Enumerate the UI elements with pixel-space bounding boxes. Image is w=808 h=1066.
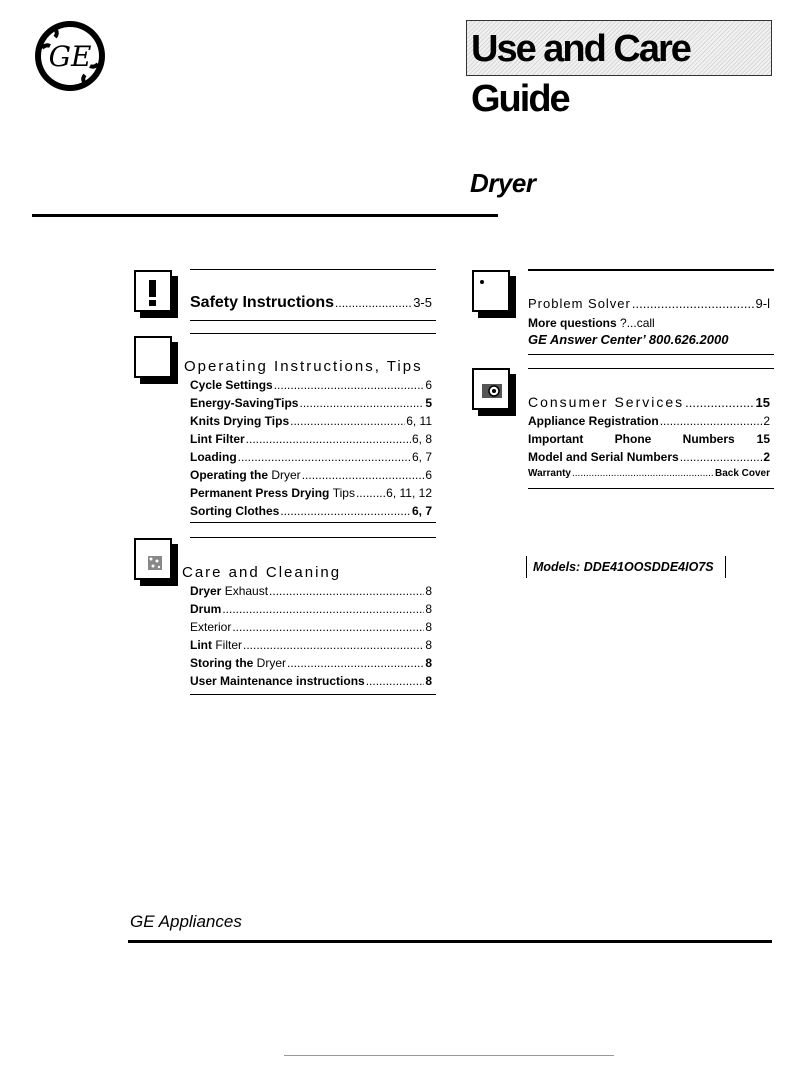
item-label: Drum (190, 602, 222, 616)
more-questions (528, 316, 655, 330)
item-pages: 8 (425, 674, 432, 688)
care-item[interactable] (190, 638, 432, 652)
safety-label: Safety Instructions (190, 294, 335, 311)
answer-center-line: GE Answer Center’ 800.626.2000 (528, 332, 729, 347)
care-bottom-rule (190, 694, 436, 695)
operating-item[interactable] (190, 378, 432, 392)
leader-dots (680, 450, 763, 464)
leader-dots (222, 602, 424, 616)
leader-dots (660, 414, 763, 428)
sponge-icon (134, 538, 172, 580)
leader-dots (274, 378, 425, 392)
bottom-rule (284, 1055, 614, 1056)
footer-rule (128, 940, 772, 943)
leader-dots (685, 395, 754, 410)
care-item[interactable] (190, 602, 432, 616)
item-pages: 6, 7 (411, 450, 432, 464)
operating-item[interactable] (190, 468, 432, 482)
item-pages: 8 (425, 656, 432, 670)
item-pages: 5 (425, 396, 432, 410)
footer-brand: GE Appliances (130, 912, 242, 931)
item-label: Operating the (190, 468, 272, 482)
operating-item[interactable] (190, 450, 432, 464)
item-pages: 2 (763, 450, 770, 464)
leader-dots (269, 584, 424, 598)
leader-dots (287, 656, 424, 670)
item-label-light: Tips (332, 486, 355, 500)
item-label: Appliance Registration (528, 414, 659, 428)
leader-dots (356, 486, 385, 500)
item-label: Energy-SavingTips (190, 396, 299, 410)
safety-top-rule (190, 269, 436, 270)
item-pages: 6, 7 (411, 504, 432, 518)
leader-dots (238, 450, 411, 464)
consumer-pages: 15 (755, 395, 770, 410)
item-pages: 6, 11 (406, 414, 432, 428)
problem-heading: Problem Solver (528, 296, 631, 311)
problem-pages: 9-l (755, 296, 770, 311)
item-label: Loading (190, 450, 237, 464)
blank-square-icon (134, 336, 172, 378)
consumer-item[interactable] (528, 468, 770, 479)
item-pages: 6, 8 (411, 432, 432, 446)
item-label: Cycle Settings (190, 378, 273, 392)
consumer-top-rule (528, 368, 774, 369)
exclamation-icon (134, 270, 172, 312)
item-pages: 6 (425, 378, 432, 392)
problem-bottom-rule (528, 354, 774, 355)
care-item[interactable] (190, 620, 432, 634)
ge-logo-text: GE (48, 40, 92, 73)
leader-dots (632, 296, 755, 311)
leader-dots (246, 432, 411, 446)
item-pages: 6 (425, 468, 432, 482)
item-label: Model and Serial Numbers (528, 450, 679, 464)
operating-top-rule (190, 333, 436, 334)
consumer-item[interactable] (528, 414, 770, 428)
item-label: Lint (190, 638, 216, 652)
doc-title: Dryer (470, 168, 536, 198)
item-pages: 8 (425, 602, 432, 616)
safety-entry[interactable] (190, 294, 432, 312)
guide-title-banner (466, 20, 772, 120)
consumer-item[interactable] (528, 432, 770, 446)
item-label: Storing the (190, 656, 257, 670)
item-label: Lint Filter (190, 432, 245, 446)
operating-item[interactable] (190, 396, 432, 410)
leader-dots (290, 414, 405, 428)
leader-dots (299, 396, 424, 410)
leader-dots (232, 620, 424, 634)
item-pages: 8 (425, 620, 432, 634)
title-divider (32, 214, 498, 217)
item-label: User Maintenance instructions (190, 674, 365, 688)
leader-dots (572, 468, 714, 479)
care-item[interactable] (190, 584, 432, 598)
operating-item[interactable] (190, 504, 432, 518)
answer-center-label: GE Answer Center (528, 332, 643, 347)
item-pages: 15 (756, 432, 770, 446)
safety-bottom-rule (190, 320, 436, 321)
care-top-rule (190, 537, 436, 538)
leader-dots (280, 504, 411, 518)
dot-square-icon (472, 270, 510, 312)
problem-top-rule (528, 269, 774, 271)
operating-heading: Operating Instructions, Tips (184, 358, 423, 375)
consumer-entry[interactable] (528, 394, 770, 410)
item-label: Important Phone Numbers (528, 432, 735, 446)
models-label: Models: DDE41OOSDDE4IO7S (526, 556, 726, 578)
item-label: Sorting Clothes (190, 504, 280, 518)
guide-title: Use and Care Guide (471, 28, 690, 120)
leader-dots (302, 468, 425, 482)
care-item[interactable] (190, 674, 432, 688)
operating-bottom-rule (190, 522, 436, 523)
care-heading: Care and Cleaning (182, 564, 342, 581)
item-label: Permanent Press Drying (190, 486, 333, 500)
more-questions-tail: ?...call (620, 316, 655, 330)
item-pages: 6, 11, 12 (386, 486, 432, 500)
item-pages: 2 (763, 414, 770, 428)
item-label-light: Dryer (271, 468, 301, 482)
item-pages: 8 (425, 584, 432, 598)
item-label: Warranty (528, 468, 571, 479)
item-pages: 8 (425, 638, 432, 652)
care-item[interactable] (190, 656, 432, 670)
leader-dots (366, 674, 425, 688)
item-label-light: Exterior (190, 620, 232, 634)
item-label: Dryer (190, 584, 225, 598)
consumer-heading: Consumer Services (528, 394, 685, 410)
phone-icon (472, 368, 510, 410)
item-pages: Back Cover (714, 468, 770, 479)
item-label: Knits Drying Tips (190, 414, 290, 428)
item-label-light: Exhaust (224, 584, 269, 598)
safety-pages: 3-5 (413, 295, 432, 310)
consumer-bottom-rule (528, 488, 774, 489)
operating-item[interactable] (190, 486, 432, 500)
item-label-light: Dryer (256, 656, 287, 670)
answer-center-phone: 800.626.2000 (648, 332, 729, 347)
ge-logo (34, 20, 106, 92)
more-questions-label: More questions (528, 316, 617, 330)
problem-entry[interactable] (528, 296, 770, 311)
operating-item[interactable] (190, 414, 432, 428)
item-label-light: Filter (215, 638, 242, 652)
leader-dots (243, 638, 424, 652)
leader-dots (335, 296, 412, 310)
consumer-item[interactable] (528, 450, 770, 464)
operating-item[interactable] (190, 432, 432, 446)
